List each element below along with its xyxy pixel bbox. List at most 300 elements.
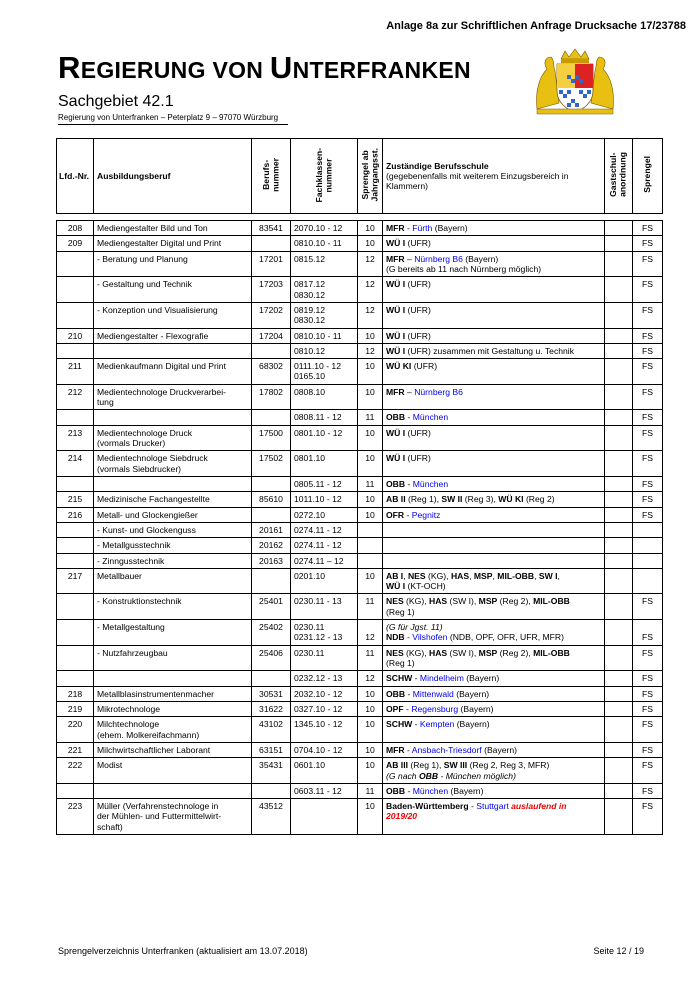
schule-segment: (UFR) zusammen mit Gestaltung u. Technik bbox=[405, 345, 575, 356]
schule-segment: MIL-OBB bbox=[533, 647, 570, 658]
schule-segment: (Reg 3), bbox=[462, 494, 499, 505]
table-row bbox=[57, 302, 663, 328]
schule-line bbox=[386, 771, 601, 781]
schule-segment: - bbox=[412, 719, 420, 730]
table-row bbox=[57, 277, 663, 303]
cell-sprengel-ab: 10 bbox=[358, 758, 383, 784]
schule-segment: - bbox=[404, 509, 412, 520]
schule-segment: MSP bbox=[478, 596, 498, 607]
cell-lfd: 217 bbox=[57, 568, 94, 594]
table-row bbox=[57, 221, 663, 236]
cell-sprengel-ab: 10 bbox=[358, 507, 383, 522]
cell-berufsschule bbox=[383, 359, 605, 385]
cell-gastschul bbox=[605, 476, 633, 491]
schule-segment: (KT-OCH) bbox=[405, 581, 446, 592]
schule-line bbox=[386, 510, 601, 520]
cell-gastschul bbox=[605, 742, 633, 757]
schule-segment: , bbox=[403, 570, 408, 581]
cell-gastschul bbox=[605, 568, 633, 594]
cell-berufsnummer: 35431 bbox=[252, 758, 291, 784]
cell-sprengel-ab: 11 bbox=[358, 476, 383, 491]
cell-gastschul bbox=[605, 538, 633, 553]
cell-gastschul bbox=[605, 492, 633, 507]
cell-beruf: Metallbauer bbox=[94, 568, 252, 594]
cell-gastschul bbox=[605, 553, 633, 568]
cell-lfd bbox=[57, 645, 94, 671]
table-row bbox=[57, 492, 663, 507]
schule-segment: OBB bbox=[386, 688, 406, 699]
cell-berufsschule bbox=[383, 410, 605, 425]
header-berufsschule-title: Zuständige Berufsschule bbox=[386, 160, 489, 171]
schule-segment: - bbox=[405, 478, 413, 489]
cell-berufsschule bbox=[383, 799, 605, 835]
cell-sprengel-ab: 12 bbox=[358, 277, 383, 303]
cell-beruf: - Metallgusstechnik bbox=[94, 538, 252, 553]
cell-fachklasse: 0704.10 - 12 bbox=[291, 742, 358, 757]
schule-segment: (Bayern) bbox=[432, 223, 468, 233]
cell-fachklasse: 1011.10 - 12 bbox=[291, 492, 358, 507]
schule-segment: OBB bbox=[386, 785, 406, 796]
schule-segment: (Bayern) bbox=[454, 719, 490, 730]
cell-sprengel: FS bbox=[633, 359, 663, 385]
schule-line bbox=[386, 673, 601, 683]
cell-gastschul bbox=[605, 799, 633, 835]
schule-segment: OBB bbox=[418, 770, 439, 781]
cell-berufsschule bbox=[383, 425, 605, 451]
schule-segment: - bbox=[405, 412, 413, 423]
header-sprengel-ab: Sprengel ab Jahrgangsst. bbox=[358, 139, 383, 214]
header-berufsschule-sub: (gegebenenfalls mit weiterem Einzugsbereich in Klammern) bbox=[386, 170, 569, 192]
cell-gastschul bbox=[605, 359, 633, 385]
cell-sprengel: FS bbox=[633, 328, 663, 343]
cell-fachklasse: 0808.10 bbox=[291, 384, 358, 410]
title-part: EGIERUNG VON bbox=[80, 57, 270, 83]
cell-lfd: 210 bbox=[57, 328, 94, 343]
schule-segment: 2019/20 bbox=[386, 811, 418, 822]
cell-fachklasse: 0810.10 - 11 bbox=[291, 328, 358, 343]
schule-segment: Kempten bbox=[419, 719, 455, 730]
schule-segment: (Bayern) bbox=[481, 744, 518, 755]
schule-line bbox=[386, 453, 601, 463]
schule-segment: WÜ KI bbox=[386, 361, 412, 372]
schule-line bbox=[386, 596, 601, 606]
cell-beruf: Medientechnologe Siebdruck (vormals Siebdrucker) bbox=[94, 451, 252, 477]
coat-of-arms-logo bbox=[533, 47, 617, 117]
cell-berufsschule bbox=[383, 538, 605, 553]
cell-gastschul bbox=[605, 328, 633, 343]
cell-lfd bbox=[57, 251, 94, 277]
cell-sprengel-ab: 10 bbox=[358, 451, 383, 477]
sprengel-table bbox=[56, 138, 663, 835]
cell-beruf: Müller (Verfahrenstechnologe in der Mühlen- und Futtermittelwirt- schaft) bbox=[94, 799, 252, 835]
schule-segment: (Reg 2) bbox=[523, 494, 555, 505]
schule-segment: (G für Jgst. 11) bbox=[386, 622, 443, 633]
cell-berufsnummer bbox=[252, 236, 291, 251]
schule-segment: (Reg 1), bbox=[407, 760, 444, 771]
schule-segment: MSP bbox=[478, 647, 498, 658]
schule-segment: (SW I), bbox=[447, 596, 479, 607]
header-sprengel: Sprengel bbox=[633, 139, 663, 214]
schule-segment: NES bbox=[386, 647, 404, 658]
schule-segment: (G bereits ab 11 nach Nürnberg möglich) bbox=[386, 263, 542, 274]
cell-gastschul bbox=[605, 451, 633, 477]
cell-berufsschule bbox=[383, 742, 605, 757]
header-berufsschule bbox=[383, 139, 605, 214]
cell-beruf bbox=[94, 476, 252, 491]
cell-sprengel: FS bbox=[633, 594, 663, 620]
cell-sprengel: FS bbox=[633, 783, 663, 798]
cell-sprengel-ab: 10 bbox=[358, 328, 383, 343]
cell-fachklasse: 0817.12 0830.12 bbox=[291, 277, 358, 303]
schule-segment: (NDB, OPF, OFR, UFR, MFR) bbox=[447, 632, 564, 643]
cell-berufsschule bbox=[383, 251, 605, 277]
cell-fachklasse: 0819.12 0830.12 bbox=[291, 302, 358, 328]
schule-line bbox=[386, 346, 601, 356]
schule-segment: (UFR) bbox=[405, 330, 431, 341]
cell-berufsnummer bbox=[252, 507, 291, 522]
cell-gastschul bbox=[605, 343, 633, 358]
schule-segment: NDB bbox=[386, 632, 405, 643]
table-row bbox=[57, 359, 663, 385]
table-row bbox=[57, 328, 663, 343]
cell-fachklasse: 0801.10 - 12 bbox=[291, 425, 358, 451]
cell-sprengel-ab: 10 bbox=[358, 221, 383, 236]
cell-fachklasse: 0111.10 - 12 0165.10 bbox=[291, 359, 358, 385]
cell-lfd: 214 bbox=[57, 451, 94, 477]
cell-berufsnummer: 83541 bbox=[252, 221, 291, 236]
cell-lfd: 221 bbox=[57, 742, 94, 757]
cell-fachklasse: 0601.10 bbox=[291, 758, 358, 784]
cell-beruf bbox=[94, 783, 252, 798]
cell-berufsschule bbox=[383, 492, 605, 507]
cell-lfd: 223 bbox=[57, 799, 94, 835]
table-row bbox=[57, 251, 663, 277]
cell-fachklasse: 2032.10 - 12 bbox=[291, 686, 358, 701]
cell-beruf: Medientechnologe Druck (vormals Drucker) bbox=[94, 425, 252, 451]
cell-beruf: Medizinische Fachangestellte bbox=[94, 492, 252, 507]
schule-line bbox=[386, 238, 601, 248]
cell-lfd: 216 bbox=[57, 507, 94, 522]
table-row bbox=[57, 538, 663, 553]
schule-segment: HAS bbox=[428, 596, 448, 607]
cell-lfd bbox=[57, 476, 94, 491]
schule-line bbox=[386, 811, 601, 821]
cell-berufsschule bbox=[383, 671, 605, 686]
schule-segment: Vilshofen bbox=[412, 632, 448, 643]
cell-lfd: 213 bbox=[57, 425, 94, 451]
cell-berufsschule bbox=[383, 236, 605, 251]
cell-beruf: Milchwirtschaftlicher Laborant bbox=[94, 742, 252, 757]
cell-lfd bbox=[57, 594, 94, 620]
cell-berufsnummer bbox=[252, 476, 291, 491]
schule-line bbox=[386, 279, 601, 289]
header-gastschulanordnung: Gastschul- anordnung bbox=[605, 139, 633, 214]
table-row bbox=[57, 553, 663, 568]
subtitle: Sachgebiet 42.1 bbox=[58, 93, 174, 110]
cell-berufsnummer: 30531 bbox=[252, 686, 291, 701]
cell-beruf: Metallblasinstrumentenmacher bbox=[94, 686, 252, 701]
cell-sprengel-ab bbox=[358, 553, 383, 568]
cell-gastschul bbox=[605, 620, 633, 646]
schule-segment: SCHW bbox=[386, 719, 413, 730]
header-lfd: Lfd.-Nr. bbox=[57, 139, 94, 214]
table-row bbox=[57, 568, 663, 594]
schule-segment: auslaufend in bbox=[511, 801, 567, 812]
schule-segment: SW III bbox=[443, 760, 468, 771]
schule-segment: OPF bbox=[386, 703, 404, 714]
schule-segment: (Bayern) bbox=[448, 785, 484, 796]
cell-fachklasse: 0810.10 - 11 bbox=[291, 236, 358, 251]
schule-line bbox=[386, 254, 601, 264]
schule-segment: MFR bbox=[386, 386, 405, 397]
cell-berufsnummer: 31622 bbox=[252, 701, 291, 716]
cell-beruf: Mediengestalter - Flexografie bbox=[94, 328, 252, 343]
cell-sprengel: FS bbox=[633, 302, 663, 328]
cell-berufsschule bbox=[383, 328, 605, 343]
cell-berufsschule bbox=[383, 507, 605, 522]
cell-lfd bbox=[57, 671, 94, 686]
cell-sprengel-ab: 10 bbox=[358, 384, 383, 410]
cell-sprengel bbox=[633, 522, 663, 537]
cell-berufsschule bbox=[383, 701, 605, 716]
cell-lfd: 212 bbox=[57, 384, 94, 410]
cell-fachklasse: 0815.12 bbox=[291, 251, 358, 277]
cell-beruf: Medientechnologe Druckverarbei- tung bbox=[94, 384, 252, 410]
table-row bbox=[57, 451, 663, 477]
cell-berufsnummer bbox=[252, 671, 291, 686]
schule-segment: MSP bbox=[473, 570, 493, 581]
schule-segment: Regensburg bbox=[411, 703, 459, 714]
cell-fachklasse: 0810.12 bbox=[291, 343, 358, 358]
schule-line bbox=[386, 428, 601, 438]
cell-sprengel-ab: 12 bbox=[358, 343, 383, 358]
schule-segment: (G nach bbox=[386, 770, 419, 781]
cell-sprengel-ab: 12 bbox=[358, 251, 383, 277]
cell-sprengel: FS bbox=[633, 277, 663, 303]
cell-beruf: - Zinngusstechnik bbox=[94, 553, 252, 568]
title-part: NTERFRANKEN bbox=[292, 57, 471, 83]
schule-segment: , bbox=[469, 570, 474, 581]
cell-gastschul bbox=[605, 410, 633, 425]
cell-beruf: - Konzeption und Visualisierung bbox=[94, 302, 252, 328]
schule-segment: WÜ I bbox=[386, 304, 406, 315]
cell-fachklasse bbox=[291, 799, 358, 835]
schule-segment: WÜ I bbox=[386, 279, 406, 290]
cell-gastschul bbox=[605, 277, 633, 303]
cell-berufsschule bbox=[383, 302, 605, 328]
cell-sprengel-ab: 11 bbox=[358, 594, 383, 620]
cell-fachklasse: 0274.11 – 12 bbox=[291, 553, 358, 568]
cell-sprengel-ab: 10 bbox=[358, 568, 383, 594]
schule-line bbox=[386, 786, 601, 796]
page-title bbox=[58, 50, 471, 86]
cell-beruf: Mediengestalter Bild und Ton bbox=[94, 221, 252, 236]
footer-left: Sprengelverzeichnis Unterfranken (aktualisiert am 13.07.2018) bbox=[58, 946, 308, 956]
schule-segment: Stuttgart bbox=[476, 801, 509, 812]
cell-lfd bbox=[57, 620, 94, 646]
schule-segment: – bbox=[404, 253, 415, 264]
cell-fachklasse: 0272.10 bbox=[291, 507, 358, 522]
schule-segment: (SW I), bbox=[447, 647, 479, 658]
cell-sprengel: FS bbox=[633, 742, 663, 757]
schule-segment: HAS bbox=[450, 570, 470, 581]
cell-berufsschule bbox=[383, 568, 605, 594]
cell-sprengel-ab: 10 bbox=[358, 425, 383, 451]
header-beruf: Ausbildungsberuf bbox=[94, 139, 252, 214]
cell-berufsschule bbox=[383, 594, 605, 620]
schule-segment: - bbox=[404, 744, 412, 755]
cell-beruf: Modist bbox=[94, 758, 252, 784]
address-line: Regierung von Unterfranken – Peterplatz 9 – 97070 Würzburg bbox=[58, 113, 279, 122]
footer-page-number: Seite 12 / 19 bbox=[593, 946, 644, 956]
schule-segment: MIL-OBB bbox=[533, 596, 570, 607]
divider bbox=[58, 124, 288, 125]
schule-line bbox=[386, 760, 601, 770]
schule-segment: - bbox=[403, 703, 412, 714]
table-row bbox=[57, 236, 663, 251]
cell-beruf: - Nutzfahrzeugbau bbox=[94, 645, 252, 671]
cell-beruf: - Metallgestaltung bbox=[94, 620, 252, 646]
schule-segment: (Reg 2), bbox=[497, 647, 534, 658]
schule-line bbox=[386, 648, 601, 658]
cell-lfd bbox=[57, 343, 94, 358]
table-row bbox=[57, 343, 663, 358]
schule-segment: (KG), bbox=[425, 570, 451, 581]
schule-segment: Pegnitz bbox=[411, 509, 441, 520]
schule-line bbox=[386, 361, 601, 371]
cell-berufsschule bbox=[383, 620, 605, 646]
cell-berufsschule bbox=[383, 686, 605, 701]
schule-segment: MFR bbox=[386, 223, 405, 233]
cell-beruf bbox=[94, 671, 252, 686]
cell-gastschul bbox=[605, 507, 633, 522]
cell-lfd: 209 bbox=[57, 236, 94, 251]
schule-segment: WÜ I bbox=[386, 427, 406, 438]
schule-segment: (UFR) bbox=[411, 361, 438, 372]
cell-sprengel: FS bbox=[633, 410, 663, 425]
cell-beruf: Milchtechnologe (ehem. Molkereifachmann) bbox=[94, 717, 252, 743]
schule-line bbox=[386, 607, 601, 617]
cell-gastschul bbox=[605, 671, 633, 686]
schule-segment: , bbox=[492, 570, 498, 581]
schule-segment: NES bbox=[386, 596, 404, 607]
cell-beruf: - Gestaltung und Technik bbox=[94, 277, 252, 303]
table-row bbox=[57, 701, 663, 716]
cell-sprengel: FS bbox=[633, 476, 663, 491]
cell-gastschul bbox=[605, 594, 633, 620]
cell-berufsnummer: 17502 bbox=[252, 451, 291, 477]
cell-berufsnummer: 17203 bbox=[252, 277, 291, 303]
cell-beruf: Medienkaufmann Digital und Print bbox=[94, 359, 252, 385]
cell-fachklasse: 0201.10 bbox=[291, 568, 358, 594]
table-row bbox=[57, 620, 663, 646]
cell-berufsnummer: 17500 bbox=[252, 425, 291, 451]
schule-segment: München bbox=[412, 412, 449, 423]
cell-berufsnummer: 25402 bbox=[252, 620, 291, 646]
schule-segment: (Reg 1) bbox=[386, 658, 415, 668]
schule-segment: - bbox=[404, 223, 413, 233]
cell-sprengel: FS bbox=[633, 701, 663, 716]
schule-segment: MFR bbox=[386, 744, 405, 755]
title-part: R bbox=[58, 50, 81, 85]
cell-sprengel: FS bbox=[633, 251, 663, 277]
cell-fachklasse: 0232.12 - 13 bbox=[291, 671, 358, 686]
cell-berufsschule bbox=[383, 553, 605, 568]
table-row bbox=[57, 783, 663, 798]
schule-segment: Nürnberg B6 bbox=[414, 253, 463, 264]
cell-sprengel: FS bbox=[633, 758, 663, 784]
title-part: U bbox=[269, 50, 293, 85]
cell-sprengel: FS bbox=[633, 671, 663, 686]
cell-sprengel-ab: 12 bbox=[358, 671, 383, 686]
header-berufsnummer: Berufs- nummer bbox=[252, 139, 291, 214]
schule-segment: WÜ I bbox=[386, 453, 406, 464]
cell-beruf bbox=[94, 410, 252, 425]
cell-berufsschule bbox=[383, 522, 605, 537]
schule-segment: (UFR) bbox=[405, 427, 431, 438]
cell-fachklasse: 1345.10 - 12 bbox=[291, 717, 358, 743]
cell-sprengel: FS bbox=[633, 221, 663, 236]
cell-fachklasse: 2070.10 - 12 bbox=[291, 221, 358, 236]
table-row bbox=[57, 758, 663, 784]
cell-fachklasse: 0808.11 - 12 bbox=[291, 410, 358, 425]
cell-lfd bbox=[57, 783, 94, 798]
cell-sprengel: FS bbox=[633, 799, 663, 835]
schule-segment: Baden-Württemberg bbox=[386, 801, 469, 812]
schule-segment: Fürth bbox=[412, 223, 433, 233]
cell-berufsschule bbox=[383, 783, 605, 798]
schule-segment: OFR bbox=[386, 509, 405, 520]
schule-segment: , bbox=[534, 570, 539, 581]
table-header-row bbox=[57, 139, 663, 214]
cell-fachklasse: 0230.11 - 13 bbox=[291, 594, 358, 620]
cell-lfd: 219 bbox=[57, 701, 94, 716]
schule-segment: WÜ I bbox=[386, 238, 406, 249]
cell-gastschul bbox=[605, 251, 633, 277]
cell-beruf: - Beratung und Planung bbox=[94, 251, 252, 277]
cell-beruf: - Konstruktionstechnik bbox=[94, 594, 252, 620]
cell-lfd bbox=[57, 302, 94, 328]
cell-fachklasse: 0274.11 - 12 bbox=[291, 522, 358, 537]
table-row bbox=[57, 507, 663, 522]
schule-line bbox=[386, 704, 601, 714]
table-row bbox=[57, 799, 663, 835]
schule-line bbox=[386, 658, 601, 668]
cell-berufsnummer: 43102 bbox=[252, 717, 291, 743]
cell-berufsschule bbox=[383, 717, 605, 743]
schule-segment: (Bayern) bbox=[462, 253, 499, 264]
cell-lfd bbox=[57, 553, 94, 568]
spacer-row bbox=[57, 214, 663, 221]
schule-segment: (KG), bbox=[403, 647, 429, 658]
cell-sprengel-ab: 10 bbox=[358, 717, 383, 743]
schule-segment: - bbox=[405, 785, 413, 796]
cell-sprengel-ab bbox=[358, 522, 383, 537]
anlage-reference: Anlage 8a zur Schriftlichen Anfrage Drucksache 17/23788 bbox=[386, 20, 686, 32]
cell-berufsnummer: 17802 bbox=[252, 384, 291, 410]
cell-berufsnummer: 17204 bbox=[252, 328, 291, 343]
cell-beruf: - Kunst- und Glockenguss bbox=[94, 522, 252, 537]
table-row bbox=[57, 425, 663, 451]
schule-line bbox=[386, 632, 601, 642]
schule-segment: (Bayern) bbox=[463, 673, 500, 684]
schule-segment: München bbox=[412, 785, 449, 796]
cell-sprengel-ab: 11 bbox=[358, 410, 383, 425]
cell-lfd bbox=[57, 522, 94, 537]
cell-berufsnummer: 20161 bbox=[252, 522, 291, 537]
header-fachklassennummer: Fachklassen- nummer bbox=[291, 139, 358, 214]
schule-segment: WÜ I bbox=[386, 345, 406, 356]
